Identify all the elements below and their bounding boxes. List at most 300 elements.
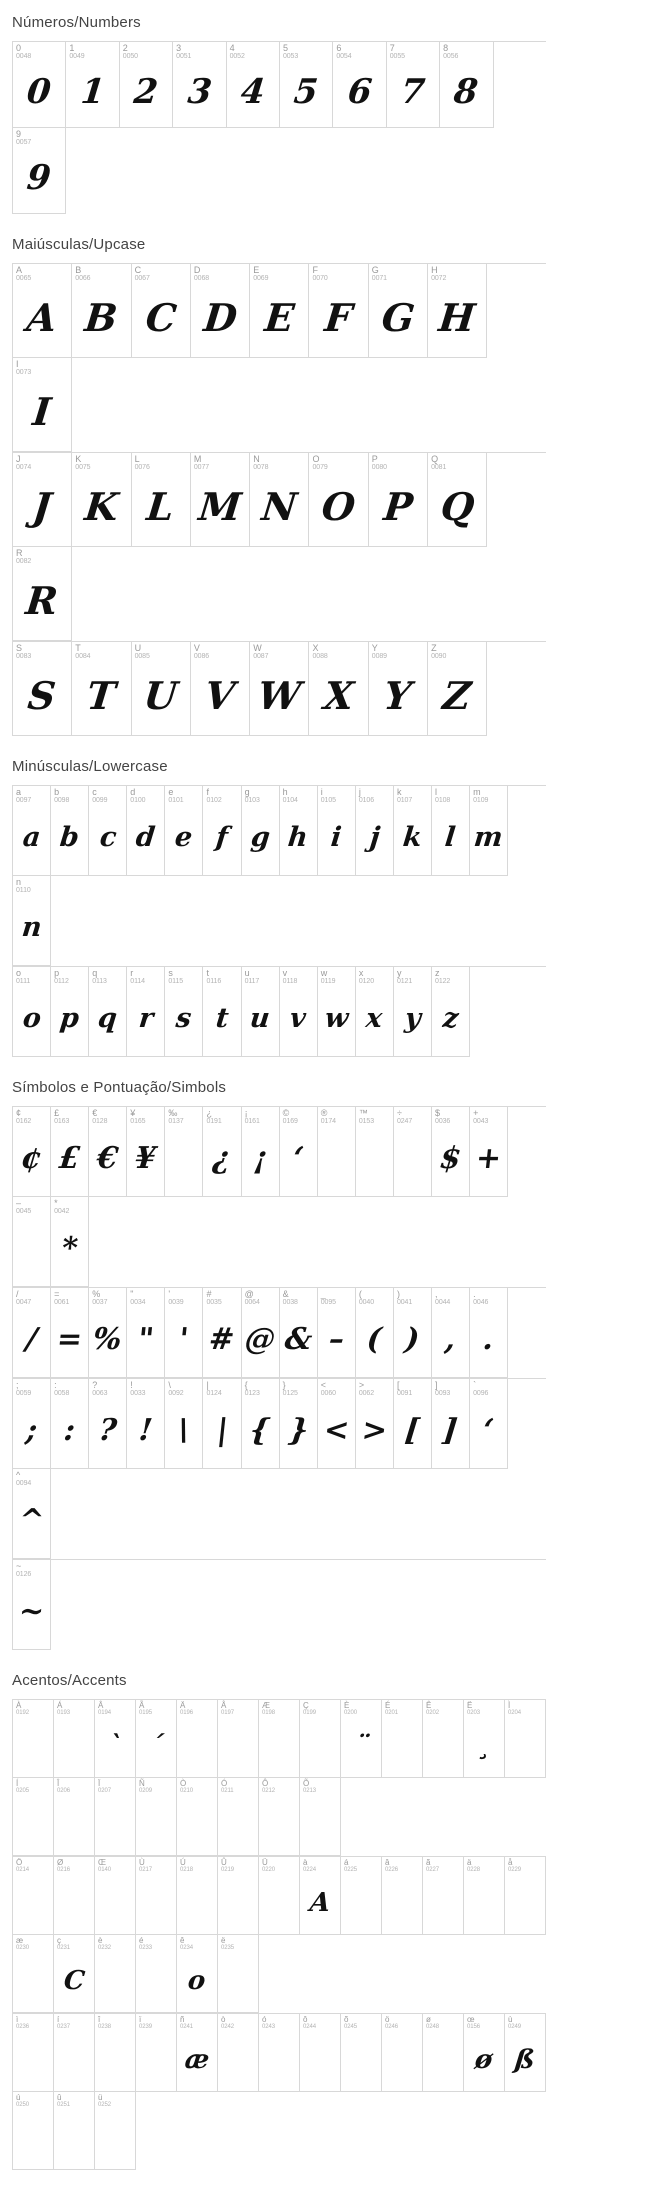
glyph-meta bbox=[431, 455, 446, 472]
glyph-cell[interactable] bbox=[280, 967, 318, 1057]
glyph-preview: ‘ bbox=[291, 1140, 306, 1176]
glyph-char-code: 0235 bbox=[221, 1945, 234, 1952]
glyph-cell[interactable] bbox=[13, 453, 72, 547]
glyph-char-label: 0 bbox=[16, 43, 22, 53]
glyph-cell[interactable] bbox=[136, 2014, 177, 2092]
glyph-char-code: 0241 bbox=[180, 2024, 193, 2031]
glyph-cell[interactable] bbox=[177, 1935, 218, 2013]
glyph-cell[interactable] bbox=[13, 1935, 54, 2013]
glyph-cell[interactable] bbox=[136, 1857, 177, 1935]
glyph-char-label: l bbox=[435, 787, 438, 797]
glyph-char-code: 0200 bbox=[344, 1710, 357, 1717]
glyph-cell[interactable] bbox=[341, 1700, 382, 1778]
glyph-char-label: Â bbox=[98, 1701, 104, 1710]
glyph-cell[interactable] bbox=[242, 1107, 280, 1197]
glyph-preview: C bbox=[143, 294, 179, 340]
glyph-preview: 1 bbox=[78, 71, 107, 112]
glyph-cell[interactable] bbox=[203, 1379, 241, 1469]
glyph-char-label: , bbox=[435, 1289, 438, 1299]
glyph-preview: b bbox=[58, 822, 81, 853]
glyph-preview: – bbox=[327, 1321, 346, 1357]
glyph-meta bbox=[372, 644, 387, 661]
glyph-cell[interactable] bbox=[120, 42, 173, 128]
glyph-char-label: 6 bbox=[336, 43, 342, 53]
glyph-cell[interactable] bbox=[470, 1288, 508, 1378]
glyph-cell[interactable] bbox=[13, 1379, 51, 1469]
glyph-cell[interactable] bbox=[54, 2092, 95, 2170]
glyph-cell[interactable] bbox=[13, 1560, 51, 1650]
glyph-section bbox=[0, 744, 661, 1065]
glyph-cell[interactable] bbox=[464, 2014, 505, 2092]
glyph-meta bbox=[206, 969, 221, 986]
glyph-cell[interactable] bbox=[242, 1288, 280, 1378]
glyph-cell[interactable] bbox=[440, 42, 493, 128]
glyph-preview: M bbox=[196, 483, 244, 529]
glyph-cell[interactable] bbox=[203, 1288, 241, 1378]
glyph-cell[interactable] bbox=[132, 642, 191, 736]
glyph-cell[interactable] bbox=[13, 1778, 54, 1856]
glyph-cell[interactable] bbox=[470, 1107, 508, 1197]
glyph-cell[interactable] bbox=[203, 1107, 241, 1197]
glyph-cell[interactable] bbox=[464, 1857, 505, 1935]
glyph-cell[interactable] bbox=[259, 1778, 300, 1856]
glyph-cell[interactable] bbox=[300, 1857, 341, 1935]
glyph-cell[interactable] bbox=[356, 1288, 394, 1378]
glyph-char-label: r bbox=[130, 968, 134, 978]
glyph-cell[interactable] bbox=[136, 1700, 177, 1778]
glyph-cell[interactable] bbox=[127, 967, 165, 1057]
glyph-char-label: ? bbox=[92, 1380, 98, 1390]
glyph-cell[interactable] bbox=[382, 1857, 423, 1935]
glyph-meta bbox=[245, 1381, 260, 1398]
glyph-cell[interactable] bbox=[51, 1107, 89, 1197]
glyph-char-code: 0105 bbox=[320, 797, 336, 805]
glyph-meta bbox=[123, 44, 138, 61]
glyph-cell[interactable] bbox=[13, 786, 51, 876]
glyph-cell[interactable] bbox=[318, 1379, 356, 1469]
glyph-cell[interactable] bbox=[300, 1778, 341, 1856]
glyph-char-label: $ bbox=[435, 1108, 441, 1118]
glyph-char-code: 0093 bbox=[435, 1390, 451, 1398]
glyph-cell[interactable] bbox=[95, 1700, 136, 1778]
glyph-meta bbox=[397, 969, 412, 986]
glyph-cell[interactable] bbox=[341, 1857, 382, 1935]
glyph-cell[interactable] bbox=[13, 42, 66, 128]
glyph-cell[interactable] bbox=[432, 786, 470, 876]
glyph-cell[interactable] bbox=[13, 2092, 54, 2170]
glyph-cell[interactable] bbox=[280, 1379, 318, 1469]
glyph-char-label: Ì bbox=[508, 1701, 511, 1710]
glyph-cell[interactable] bbox=[177, 1700, 218, 1778]
glyph-char-code: 0114 bbox=[130, 978, 145, 986]
glyph-meta bbox=[206, 1290, 221, 1307]
glyph-cell[interactable] bbox=[259, 1857, 300, 1935]
glyph-char-code: 0033 bbox=[130, 1390, 146, 1398]
glyph-cell[interactable] bbox=[382, 2014, 423, 2092]
glyph-cell[interactable] bbox=[54, 1700, 95, 1778]
glyph-cell[interactable] bbox=[95, 2014, 136, 2092]
glyph-cell[interactable] bbox=[470, 1379, 508, 1469]
glyph-meta bbox=[283, 1381, 298, 1398]
glyph-cell[interactable] bbox=[173, 42, 226, 128]
glyph-cell[interactable] bbox=[95, 1857, 136, 1935]
glyph-cell[interactable] bbox=[242, 786, 280, 876]
glyph-cell[interactable] bbox=[432, 1288, 470, 1378]
glyph-cell[interactable] bbox=[191, 453, 250, 547]
glyph-cell[interactable] bbox=[356, 1379, 394, 1469]
glyph-meta bbox=[16, 2016, 29, 2031]
glyph-meta bbox=[473, 1290, 488, 1307]
glyph-char-label: 8 bbox=[443, 43, 449, 53]
glyph-preview: € bbox=[95, 1140, 121, 1176]
glyph-cell[interactable] bbox=[318, 967, 356, 1057]
glyph-meta bbox=[397, 1290, 412, 1307]
glyph-section bbox=[0, 1065, 661, 1658]
glyph-section bbox=[0, 0, 661, 222]
glyph-cell[interactable] bbox=[54, 1778, 95, 1856]
glyph-cell[interactable] bbox=[51, 967, 89, 1057]
glyph-char-label: 5 bbox=[282, 43, 288, 53]
glyph-char-label: * bbox=[54, 1198, 58, 1208]
glyph-char-code: 0059 bbox=[16, 1390, 32, 1398]
glyph-cell[interactable] bbox=[165, 1379, 203, 1469]
glyph-cell[interactable] bbox=[394, 1107, 432, 1197]
glyph-preview: ¨ bbox=[352, 1730, 370, 1761]
glyph-meta bbox=[54, 1381, 69, 1398]
glyph-meta bbox=[57, 1937, 70, 1952]
glyph-preview: A bbox=[25, 294, 60, 340]
glyph-char-code: 0226 bbox=[385, 1867, 398, 1874]
glyph-cell[interactable] bbox=[432, 1379, 470, 1469]
section-title: Maiúsculas/Upcase bbox=[12, 236, 146, 253]
glyph-meta bbox=[221, 1859, 234, 1874]
glyph-cell[interactable] bbox=[51, 1379, 89, 1469]
glyph-cell[interactable] bbox=[505, 1857, 546, 1935]
glyph-cell[interactable] bbox=[13, 1857, 54, 1935]
glyph-cell[interactable] bbox=[54, 1857, 95, 1935]
glyph-cell[interactable] bbox=[95, 2092, 136, 2170]
glyph-preview: ^ bbox=[17, 1502, 47, 1538]
glyph-preview: W bbox=[255, 672, 304, 718]
glyph-preview: u bbox=[248, 1003, 272, 1034]
glyph-cell[interactable] bbox=[13, 1469, 51, 1559]
glyph-cell[interactable] bbox=[127, 1288, 165, 1378]
glyph-cell[interactable] bbox=[505, 2014, 546, 2092]
glyph-meta bbox=[473, 1381, 488, 1398]
glyph-char-code: 0115 bbox=[168, 978, 184, 986]
glyph-char-label: Ä bbox=[180, 1701, 186, 1710]
glyph-char-label: Ê bbox=[426, 1701, 432, 1710]
glyph-preview: K bbox=[82, 483, 121, 529]
glyph-char-code: 0064 bbox=[244, 1299, 260, 1307]
glyph-row bbox=[12, 41, 546, 214]
glyph-cell[interactable] bbox=[13, 1197, 51, 1287]
glyph-char-label: | bbox=[206, 1380, 209, 1390]
glyph-cell[interactable] bbox=[13, 1288, 51, 1378]
glyph-cell[interactable] bbox=[356, 1107, 394, 1197]
glyph-char-label: " bbox=[130, 1289, 134, 1299]
glyph-cell[interactable] bbox=[13, 358, 72, 452]
glyph-cell[interactable] bbox=[127, 1107, 165, 1197]
glyph-char-code: 0174 bbox=[320, 1118, 336, 1126]
glyph-char-code: 0091 bbox=[396, 1390, 413, 1398]
glyph-meta bbox=[54, 969, 69, 986]
glyph-cell[interactable] bbox=[13, 547, 72, 641]
glyph-char-label: £ bbox=[54, 1108, 60, 1118]
glyph-cell[interactable] bbox=[242, 967, 280, 1057]
glyph-char-label: h bbox=[282, 787, 288, 797]
glyph-char-label: 3 bbox=[176, 43, 182, 53]
glyph-cell[interactable] bbox=[54, 1935, 95, 2013]
glyph-preview: . bbox=[481, 1321, 496, 1357]
glyph-char-label: Y bbox=[371, 643, 378, 653]
glyph-cell[interactable] bbox=[13, 876, 51, 966]
glyph-cell[interactable] bbox=[89, 1379, 127, 1469]
glyph-cell[interactable] bbox=[318, 1288, 356, 1378]
glyph-char-code: 0121 bbox=[396, 978, 413, 986]
glyph-cell[interactable] bbox=[280, 1288, 318, 1378]
glyph-cell[interactable] bbox=[259, 2014, 300, 2092]
glyph-cell[interactable] bbox=[136, 1935, 177, 2013]
glyph-char-label: U bbox=[134, 643, 142, 653]
glyph-cell[interactable] bbox=[382, 1700, 423, 1778]
glyph-cell[interactable] bbox=[394, 1288, 432, 1378]
glyph-cell[interactable] bbox=[394, 1379, 432, 1469]
glyph-cell[interactable] bbox=[242, 1379, 280, 1469]
glyph-cell[interactable] bbox=[72, 642, 131, 736]
glyph-cell[interactable] bbox=[89, 967, 127, 1057]
glyph-cell[interactable] bbox=[218, 1857, 259, 1935]
glyph-meta bbox=[253, 266, 268, 283]
glyph-cell[interactable] bbox=[51, 786, 89, 876]
glyph-cell[interactable] bbox=[318, 786, 356, 876]
glyph-cell[interactable] bbox=[309, 642, 368, 736]
glyph-meta bbox=[221, 1702, 234, 1717]
glyph-cell[interactable] bbox=[136, 1778, 177, 1856]
glyph-preview: f bbox=[214, 822, 230, 853]
glyph-preview: G bbox=[379, 294, 417, 340]
glyph-cell[interactable] bbox=[259, 1700, 300, 1778]
glyph-meta bbox=[303, 1780, 316, 1795]
glyph-cell[interactable] bbox=[89, 1107, 127, 1197]
glyph-cell[interactable] bbox=[505, 1700, 546, 1778]
glyph-char-code: 0038 bbox=[282, 1299, 298, 1307]
glyph-cell[interactable] bbox=[13, 1700, 54, 1778]
glyph-char-label: u bbox=[244, 968, 250, 978]
glyph-char-code: 0090 bbox=[431, 653, 447, 661]
glyph-char-label: t bbox=[206, 968, 209, 978]
glyph-char-label: P bbox=[371, 454, 378, 464]
glyph-cell[interactable] bbox=[165, 967, 203, 1057]
glyph-char-label: ¿ bbox=[206, 1108, 212, 1118]
glyph-char-code: 0198 bbox=[262, 1710, 275, 1717]
glyph-cell[interactable] bbox=[13, 264, 72, 358]
glyph-cell[interactable] bbox=[13, 967, 51, 1057]
glyph-cell[interactable] bbox=[341, 2014, 382, 2092]
glyph-cell[interactable] bbox=[464, 1700, 505, 1778]
glyph-cell[interactable] bbox=[165, 1288, 203, 1378]
glyph-char-code: 0153 bbox=[358, 1118, 375, 1126]
glyph-cell[interactable] bbox=[132, 264, 191, 358]
glyph-cell[interactable] bbox=[369, 264, 428, 358]
glyph-preview: ` bbox=[106, 1730, 124, 1761]
glyph-cell[interactable] bbox=[227, 42, 280, 128]
glyph-cell[interactable] bbox=[89, 786, 127, 876]
glyph-preview: X bbox=[321, 672, 356, 718]
glyph-cell[interactable] bbox=[369, 453, 428, 547]
glyph-char-label: Z bbox=[431, 643, 437, 653]
glyph-cell[interactable] bbox=[13, 1107, 51, 1197]
glyph-char-code: 0050 bbox=[122, 53, 138, 61]
glyph-cell[interactable] bbox=[309, 453, 368, 547]
glyph-cell[interactable] bbox=[13, 2014, 54, 2092]
glyph-char-label: K bbox=[75, 454, 82, 464]
glyph-cell[interactable] bbox=[394, 786, 432, 876]
glyph-cell[interactable] bbox=[218, 2014, 259, 2092]
glyph-cell[interactable] bbox=[191, 642, 250, 736]
glyph-cell[interactable] bbox=[394, 967, 432, 1057]
glyph-char-code: 0088 bbox=[312, 653, 328, 661]
glyph-char-label: Ú bbox=[180, 1858, 186, 1867]
glyph-cell[interactable] bbox=[132, 453, 191, 547]
glyph-cell[interactable] bbox=[203, 786, 241, 876]
glyph-cell[interactable] bbox=[309, 264, 368, 358]
glyph-meta bbox=[431, 644, 446, 661]
glyph-char-code: 0098 bbox=[54, 797, 70, 805]
glyph-cell[interactable] bbox=[95, 1778, 136, 1856]
glyph-cell[interactable] bbox=[356, 967, 394, 1057]
glyph-cell[interactable] bbox=[127, 1379, 165, 1469]
glyph-cell[interactable] bbox=[432, 967, 470, 1057]
glyph-cell[interactable] bbox=[280, 42, 333, 128]
glyph-cell[interactable] bbox=[89, 1288, 127, 1378]
glyph-meta bbox=[467, 2016, 480, 2031]
glyph-cell[interactable] bbox=[300, 2014, 341, 2092]
glyph-char-code: 0237 bbox=[57, 2024, 70, 2031]
glyph-cell[interactable] bbox=[428, 453, 487, 547]
glyph-meta bbox=[16, 549, 31, 566]
glyph-preview: 9 bbox=[25, 157, 54, 198]
glyph-cell[interactable] bbox=[72, 453, 131, 547]
glyph-char-code: 0041 bbox=[396, 1299, 413, 1307]
glyph-cell[interactable] bbox=[428, 264, 487, 358]
glyph-meta bbox=[221, 2016, 234, 2031]
glyph-preview: k bbox=[401, 822, 424, 853]
glyph-preview: r bbox=[137, 1003, 155, 1034]
glyph-cell[interactable] bbox=[470, 786, 508, 876]
glyph-char-label: e bbox=[168, 787, 174, 797]
glyph-cell[interactable] bbox=[218, 1700, 259, 1778]
glyph-cell[interactable] bbox=[95, 1935, 136, 2013]
glyph-char-label: è bbox=[98, 1936, 103, 1945]
glyph-cell[interactable] bbox=[432, 1107, 470, 1197]
glyph-cell[interactable] bbox=[51, 1288, 89, 1378]
glyph-meta bbox=[336, 44, 351, 61]
glyph-cell[interactable] bbox=[318, 1107, 356, 1197]
glyph-meta bbox=[359, 1109, 374, 1126]
glyph-char-code: 0054 bbox=[336, 53, 352, 61]
glyph-cell[interactable] bbox=[423, 1700, 464, 1778]
glyph-cell[interactable] bbox=[13, 128, 66, 214]
glyph-meta bbox=[435, 788, 450, 805]
glyph-cell[interactable] bbox=[177, 1778, 218, 1856]
glyph-char-code: 0206 bbox=[57, 1788, 70, 1795]
glyph-char-code: 0070 bbox=[312, 275, 328, 283]
glyph-cell[interactable] bbox=[165, 1107, 203, 1197]
glyph-char-label: Ü bbox=[262, 1858, 268, 1867]
glyph-cell[interactable] bbox=[356, 786, 394, 876]
glyph-cell[interactable] bbox=[51, 1197, 89, 1287]
section-spacer bbox=[0, 736, 661, 744]
glyph-cell[interactable] bbox=[177, 2014, 218, 2092]
glyph-preview: v bbox=[288, 1003, 308, 1034]
glyph-char-code: 0053 bbox=[282, 53, 299, 61]
glyph-cell[interactable] bbox=[423, 1857, 464, 1935]
glyph-cell[interactable] bbox=[72, 264, 131, 358]
glyph-preview: I bbox=[30, 388, 54, 434]
glyph-char-label: n bbox=[16, 877, 22, 887]
glyph-char-label: = bbox=[54, 1289, 60, 1299]
glyph-cell[interactable] bbox=[250, 642, 309, 736]
glyph-char-code: 0040 bbox=[358, 1299, 375, 1307]
glyph-char-label: ä bbox=[467, 1858, 472, 1867]
glyph-cell[interactable] bbox=[428, 642, 487, 736]
glyph-cell[interactable] bbox=[218, 1935, 259, 2013]
glyph-char-code: 0117 bbox=[244, 978, 260, 986]
glyph-cell[interactable] bbox=[369, 642, 428, 736]
glyph-char-code: 0251 bbox=[57, 2102, 70, 2109]
glyph-char-code: 0227 bbox=[426, 1867, 439, 1874]
glyph-meta bbox=[168, 1109, 183, 1126]
glyph-cell[interactable] bbox=[300, 1700, 341, 1778]
glyph-char-label: G bbox=[371, 265, 379, 275]
glyph-char-code: 0213 bbox=[303, 1788, 316, 1795]
glyph-char-label: ç bbox=[57, 1936, 61, 1945]
glyph-char-code: 0080 bbox=[371, 464, 387, 472]
glyph-cell[interactable] bbox=[203, 967, 241, 1057]
glyph-cell[interactable] bbox=[13, 642, 72, 736]
glyph-preview: U bbox=[141, 672, 180, 718]
glyph-cell[interactable] bbox=[54, 2014, 95, 2092]
glyph-preview: ¿ bbox=[211, 1140, 233, 1176]
glyph-cell[interactable] bbox=[66, 42, 119, 128]
glyph-cell[interactable] bbox=[250, 264, 309, 358]
glyph-cell[interactable] bbox=[191, 264, 250, 358]
glyph-char-code: 0231 bbox=[57, 1945, 70, 1952]
glyph-char-code: 0118 bbox=[282, 978, 298, 986]
glyph-char-label: V bbox=[193, 643, 200, 653]
glyph-cell[interactable] bbox=[333, 42, 386, 128]
glyph-char-code: 0163 bbox=[54, 1118, 70, 1126]
glyph-cell[interactable] bbox=[177, 1857, 218, 1935]
glyph-cell[interactable] bbox=[250, 453, 309, 547]
glyph-cell[interactable] bbox=[165, 786, 203, 876]
section-title: Símbolos e Pontuação/Simbols bbox=[12, 1079, 227, 1096]
glyph-cell[interactable] bbox=[218, 1778, 259, 1856]
glyph-cell[interactable] bbox=[387, 42, 440, 128]
glyph-char-code: 0243 bbox=[262, 2024, 275, 2031]
glyph-char-label: © bbox=[282, 1108, 290, 1118]
glyph-cell[interactable] bbox=[280, 786, 318, 876]
glyph-char-code: 0043 bbox=[473, 1118, 489, 1126]
glyph-cell[interactable] bbox=[423, 2014, 464, 2092]
glyph-char-label: M bbox=[193, 454, 202, 464]
glyph-preview: ¡ bbox=[251, 1140, 269, 1176]
glyph-char-code: 0073 bbox=[16, 369, 32, 377]
glyph-preview: : bbox=[62, 1412, 78, 1448]
glyph-cell[interactable] bbox=[280, 1107, 318, 1197]
glyph-cell[interactable] bbox=[127, 786, 165, 876]
